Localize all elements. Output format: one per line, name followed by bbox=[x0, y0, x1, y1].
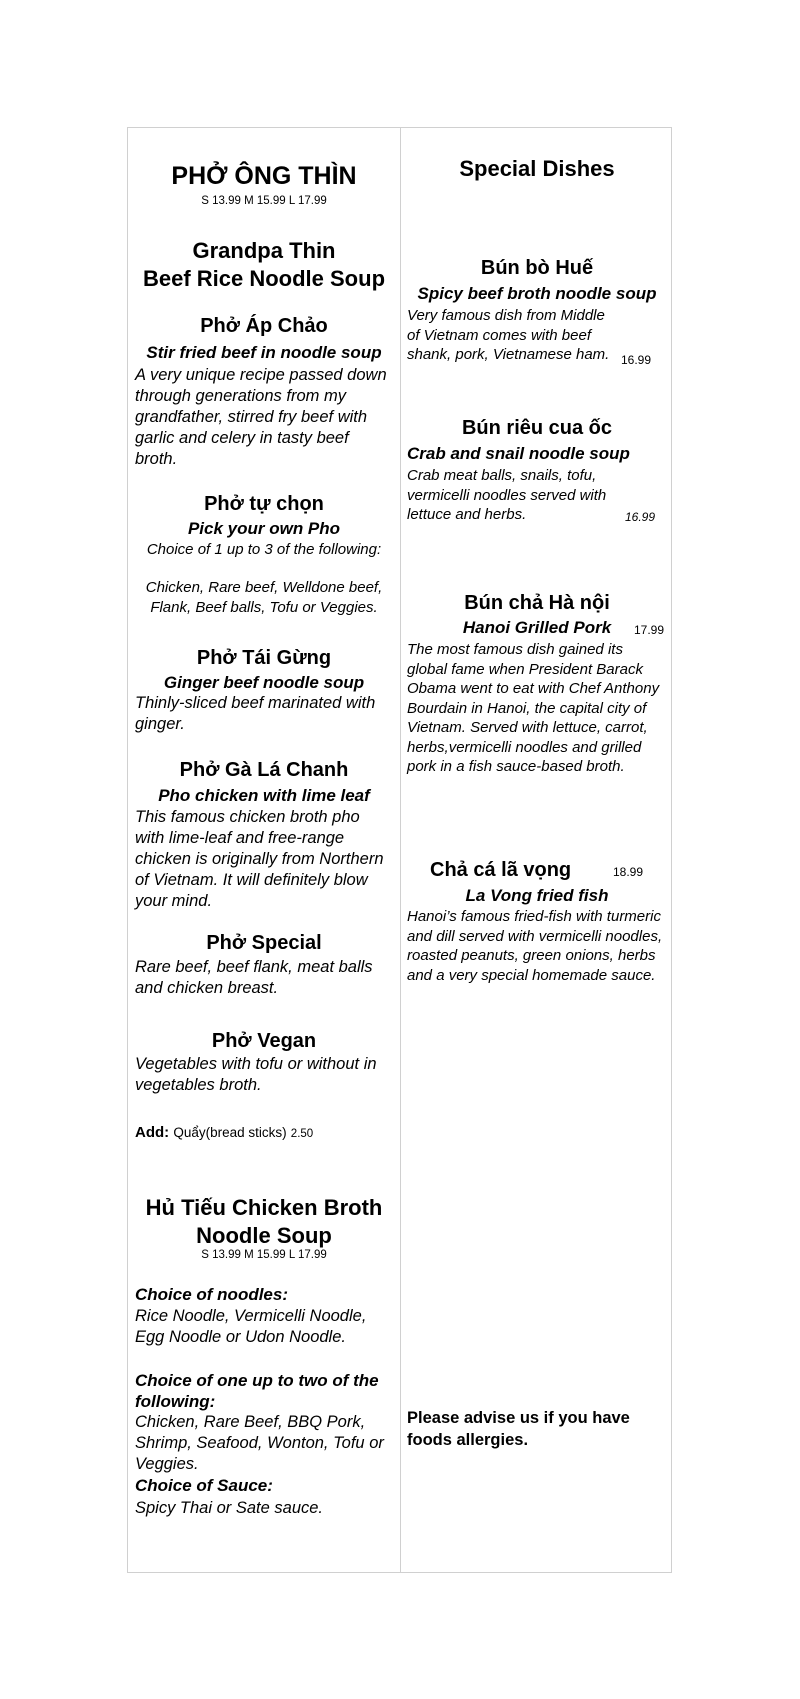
hu-tieu-title-line2: Noodle Soup bbox=[196, 1223, 332, 1248]
hu-tieu-prices: S 13.99 M 15.99 L 17.99 bbox=[201, 1249, 327, 1261]
cha-ca-name: Chả cá lã vọng bbox=[430, 859, 572, 881]
ap-chao-english: Stir fried beef in noodle soup bbox=[146, 343, 382, 362]
hu-tieu-title-line1: Hủ Tiếu Chicken Broth bbox=[145, 1195, 383, 1220]
cha-ca-description: Hanoi’s famous fried-fish with turmeric and dill served with vermicelli noodles, roasted peanuts, green onions, herbs and a very special homemade sauce. bbox=[407, 908, 663, 984]
special-dishes-heading: Special Dishes bbox=[459, 156, 615, 181]
tu-chon-options: Chicken, Rare beef, Welldone beef, Flank, Beef balls, Tofu or Veggies. bbox=[145, 579, 383, 616]
column-divider bbox=[400, 128, 401, 1572]
pho-prices: S 13.99 M 15.99 L 17.99 bbox=[201, 195, 327, 207]
bun-bo-hue-price: 16.99 bbox=[621, 353, 652, 367]
pho-vegan-name: Phở Vegan bbox=[211, 1030, 317, 1052]
pho-title: PHỞ ÔNG THÌN bbox=[171, 162, 357, 190]
pho-special-description: Rare beef, beef flank, meat balls and chicken breast. bbox=[135, 958, 373, 997]
sauce-options: Spicy Thai or Sate sauce. bbox=[135, 1499, 324, 1517]
add-line bbox=[135, 1124, 393, 1141]
sauce-label: Choice of Sauce: bbox=[135, 1476, 273, 1495]
ga-la-chanh-english: Pho chicken with lime leaf bbox=[158, 786, 370, 805]
ap-chao-description: A very unique recipe passed down through generations from my grandfather, stirred fry beef with garlic and celery in tasty beef broth. bbox=[135, 366, 387, 468]
cha-ca-price: 18.99 bbox=[613, 865, 644, 879]
noodles-options: Rice Noodle, Vermicelli Noodle, Egg Noodle or Udon Noodle. bbox=[135, 1307, 367, 1346]
bun-rieu-name: Bún riêu cua ốc bbox=[461, 417, 613, 439]
bun-cha-english: Hanoi Grilled Pork bbox=[462, 618, 612, 637]
allergy-note: Please advise us if you have foods allergies. bbox=[407, 1409, 630, 1449]
tu-chon-choice: Choice of 1 up to 3 of the following: bbox=[146, 541, 382, 558]
bun-cha-name: Bún chả Hà nội bbox=[464, 592, 610, 614]
pho-vegan-description: Vegetables with tofu or without in vegetables broth. bbox=[135, 1055, 377, 1094]
ga-la-chanh-name: Phở Gà Lá Chanh bbox=[179, 759, 349, 781]
add-label: Add: bbox=[135, 1124, 170, 1141]
bun-rieu-description: Crab meat balls, snails, tofu, vermicelli noodles served with lettuce and herbs. bbox=[407, 467, 607, 523]
bun-rieu-english: Crab and snail noodle soup bbox=[407, 444, 630, 463]
bun-cha-description: The most famous dish gained its global fame when President Barack Obama went to eat with Chef Anthony Bourdain in Hanoi, the capital city of Vietnam. Served with lettuce, carrot, herbs,vermicelli noodles and grilled pork in a fish sauce-based broth. bbox=[407, 641, 660, 775]
cha-ca-english: La Vong fried fish bbox=[465, 886, 609, 905]
tai-gung-name: Phở Tái Gừng bbox=[196, 647, 332, 669]
toppings-options: Chicken, Rare Beef, BBQ Pork, Shrimp, Seafood, Wonton, Tofu or Veggies. bbox=[135, 1413, 384, 1473]
add-item: Quẩy(bread sticks) bbox=[173, 1125, 287, 1140]
bun-bo-hue-english: Spicy beef broth noodle soup bbox=[417, 284, 657, 303]
tu-chon-english: Pick your own Pho bbox=[187, 519, 341, 538]
pho-subtitle-line2: Beef Rice Noodle Soup bbox=[142, 266, 386, 291]
bun-cha-price: 17.99 bbox=[634, 623, 665, 637]
bun-bo-hue-description: Very famous dish from Middle of Vietnam comes with beef shank, pork, Vietnamese ham. bbox=[407, 307, 610, 363]
pho-special-name: Phở Special bbox=[206, 932, 322, 954]
noodles-label: Choice of noodles: bbox=[135, 1285, 288, 1304]
tai-gung-english: Ginger beef noodle soup bbox=[163, 673, 365, 692]
bun-rieu-price: 16.99 bbox=[625, 510, 656, 524]
ga-la-chanh-description: This famous chicken broth pho with lime-leaf and free-range chicken is originally from Northern of Vietnam. It will definitely blow your mind. bbox=[135, 808, 384, 910]
bun-bo-hue-name: Bún bò Huế bbox=[480, 257, 594, 279]
tu-chon-name: Phở tự chọn bbox=[204, 493, 324, 515]
tai-gung-description: Thinly-sliced beef marinated with ginger. bbox=[135, 694, 376, 733]
add-price: 2.50 bbox=[290, 1128, 314, 1140]
ap-chao-name: Phở Áp Chảo bbox=[200, 315, 328, 337]
pho-subtitle-line1: Grandpa Thin bbox=[192, 238, 336, 263]
menu-page bbox=[127, 127, 672, 1573]
toppings-label: Choice of one up to two of the following: bbox=[135, 1371, 379, 1411]
